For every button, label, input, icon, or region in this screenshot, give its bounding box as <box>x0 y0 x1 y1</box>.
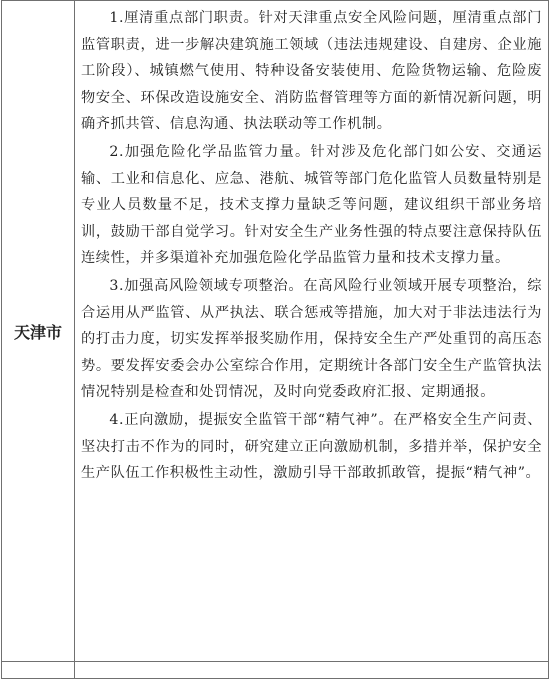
paragraph-2: 2.加强危险化学品监管力量。针对涉及危化部门如公安、交通运输、工业和信息化、应急、港航、城管等部门危化监管人员数量特别是专业人员数量不足，技术支撑力量缺乏等问题，建议组织干部业务培训，鼓励干部自觉学习。针对安全生产业务性强的特点要注意保持队伍连续性，并多渠道补充加强危险化学品监管力量和技术支撑力量。 <box>81 143 542 267</box>
content-cell <box>75 1 549 662</box>
empty-content-cell <box>75 662 549 679</box>
table-row-empty <box>2 662 549 679</box>
empty-region-cell <box>2 662 75 679</box>
policy-table <box>1 0 549 679</box>
table-row <box>2 1 549 662</box>
region-cell <box>2 1 75 662</box>
paragraph-1: 1.厘清重点部门职责。针对天津重点安全风险问题，厘清重点部门监管职责，进一步解决建筑施工领域（违法违规建设、自建房、企业施工阶段）、城镇燃气使用、特种设备安装使用、危险货物运输、危险废物安全、环保改造设施安全、消防监督管理等方面的新情况新问题，明确齐抓共管、信息沟通、执法联动等工作机制。 <box>81 10 542 133</box>
paragraph-3: 3.加强高风险领域专项整治。在高风险行业领域开展专项整治，综合运用从严监管、从严执法、联合惩戒等措施，加大对于非法违法行为的打击力度，切实发挥举报奖励作用，保持安全生产严处重罚的高压态势。要发挥安委会办公室综合作用，定期统计各部门安全生产监管执法情况特别是检查和处罚情况，及时向党委政府汇报、定期通报。 <box>81 277 542 401</box>
paragraph-4: 4.正向激励，提振安全监管干部“精气神”。在严格安全生产问责、坚决打击不作为的同时，研究建立正向激励机制，多措并举，保护安全生产队伍工作积极性主动性，激励引导干部敢抓敢管，提振“精气神”。 <box>81 411 542 482</box>
region-label: 天津市 <box>13 322 62 342</box>
